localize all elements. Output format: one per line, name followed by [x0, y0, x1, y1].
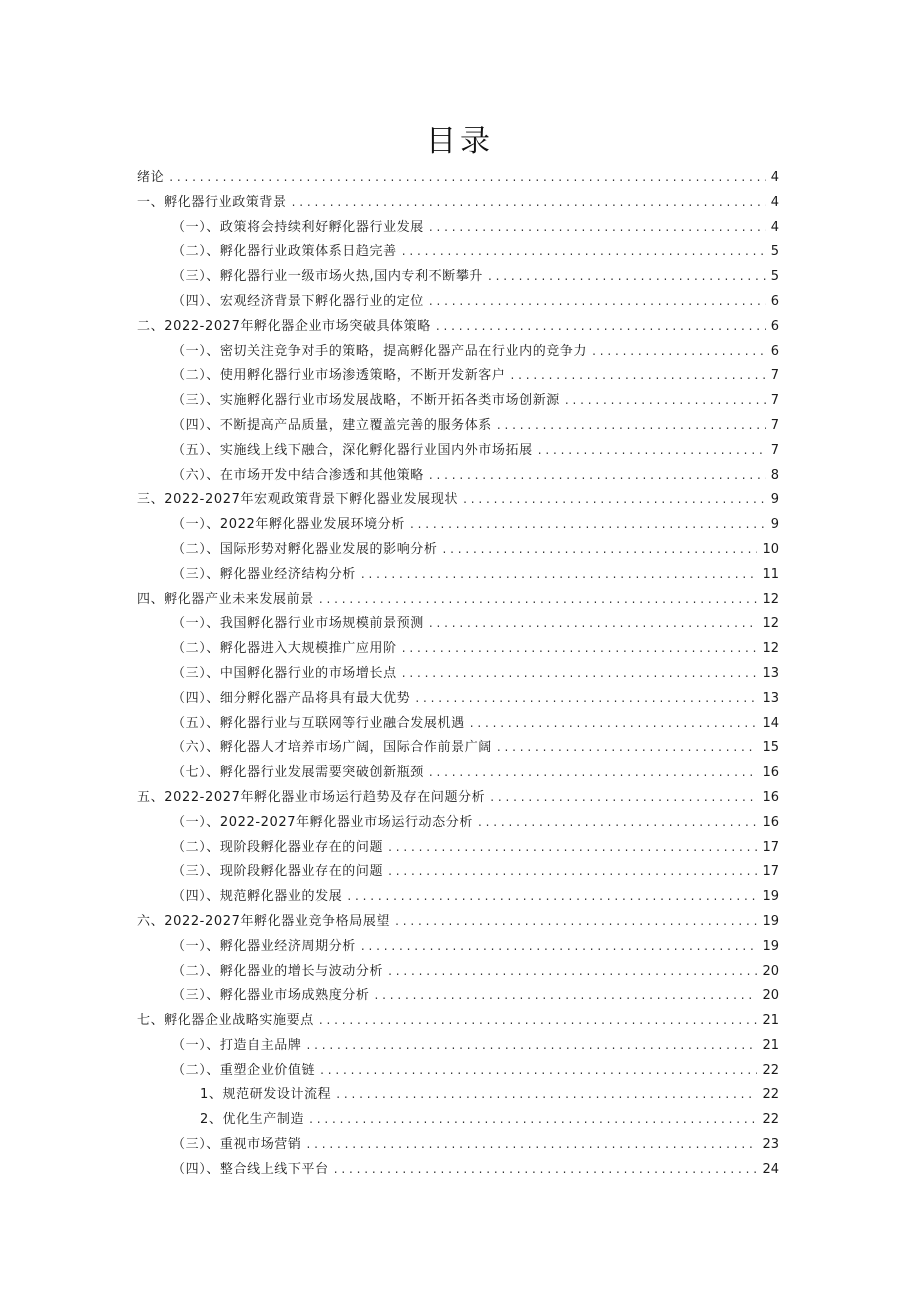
toc-entry-page-number: 13	[762, 665, 779, 681]
toc-entry-label: （四）、不断提高产品质量，建立覆盖完善的服务体系	[172, 417, 492, 433]
toc-entry[interactable]	[137, 983, 779, 1008]
toc-entry-label: （三）、孵化器行业一级市场火热,国内专利不断攀升	[172, 269, 484, 285]
toc-entry[interactable]	[137, 463, 779, 488]
toc-entry-label: （二）、使用孵化器行业市场渗透策略，不断开发新客户	[172, 368, 506, 384]
toc-entry[interactable]	[137, 1008, 779, 1033]
toc-dot-leader	[361, 562, 758, 587]
toc-entry-page-number: 12	[762, 616, 779, 632]
toc-entry-label: （五）、实施线上线下融合，深化孵化器行业国内外市场拓展	[172, 442, 533, 458]
toc-dot-leader	[497, 735, 758, 760]
toc-dot-leader	[334, 1157, 758, 1182]
toc-dot-leader	[375, 983, 758, 1008]
toc-entry-page-number: 21	[762, 1037, 779, 1053]
toc-entry[interactable]	[137, 512, 779, 537]
toc-entry-page-number: 22	[762, 1112, 779, 1128]
toc-dot-leader	[361, 934, 758, 959]
toc-entry-label: 1、规范研发设计流程	[200, 1087, 332, 1103]
toc-entry-page-number: 14	[762, 715, 779, 731]
toc-dot-leader	[463, 487, 766, 512]
toc-entry[interactable]	[137, 289, 779, 314]
toc-entry-label: （四）、宏观经济背景下孵化器行业的定位	[172, 293, 424, 309]
toc-entry[interactable]	[137, 735, 779, 760]
toc-entry[interactable]	[137, 487, 779, 512]
toc-entry-page-number: 16	[762, 814, 779, 830]
toc-entry-label: 二、2022-2027年孵化器企业市场突破具体策略	[137, 318, 431, 334]
toc-entry[interactable]	[137, 215, 779, 240]
toc-dot-leader	[429, 463, 766, 488]
toc-entry-page-number: 7	[770, 368, 779, 384]
toc-entry-label: （三）、孵化器业经济结构分析	[172, 566, 356, 582]
toc-entry-page-number: 15	[762, 740, 779, 756]
toc-entry[interactable]	[137, 1132, 779, 1157]
toc-entry[interactable]	[137, 1082, 779, 1107]
toc-entry-page-number: 5	[770, 244, 779, 260]
toc-dot-leader	[402, 239, 766, 264]
toc-entry-label: （七）、孵化器行业发展需要突破创新瓶颈	[172, 765, 424, 781]
toc-entry-label: 六、2022-2027年孵化器业竞争格局展望	[137, 913, 391, 929]
toc-dot-leader	[388, 835, 757, 860]
toc-entry-label: （三）、重视市场营销	[172, 1137, 302, 1153]
toc-entry-page-number: 16	[762, 765, 779, 781]
page-title: 目录	[426, 124, 494, 159]
toc-entry-label: （四）、整合线上线下平台	[172, 1161, 329, 1177]
toc-entry[interactable]	[137, 165, 779, 190]
toc-entry[interactable]	[137, 239, 779, 264]
toc-entry-page-number: 19	[762, 889, 779, 905]
toc-entry[interactable]	[137, 190, 779, 215]
toc-entry-label: （六）、在市场开发中结合渗透和其他策略	[172, 467, 424, 483]
toc-entry-page-number: 7	[770, 393, 779, 409]
toc-entry-page-number: 6	[770, 343, 779, 359]
toc-entry-label: （二）、国际形势对孵化器业发展的影响分析	[172, 541, 438, 557]
toc-entry-page-number: 9	[770, 492, 779, 508]
toc-entry-page-number: 16	[762, 789, 779, 805]
toc-entry-label: （二）、孵化器业的增长与波动分析	[172, 963, 384, 979]
toc-dot-leader	[470, 711, 758, 736]
toc-entry[interactable]	[137, 859, 779, 884]
toc-dot-leader	[592, 339, 766, 364]
toc-entry[interactable]	[137, 909, 779, 934]
toc-dot-leader	[319, 1008, 758, 1033]
toc-entry[interactable]	[137, 661, 779, 686]
toc-entry[interactable]	[137, 1107, 779, 1132]
toc-entry-page-number: 19	[762, 938, 779, 954]
toc-entry-label: （一）、打造自主品牌	[172, 1037, 302, 1053]
toc-entry-label: （三）、实施孵化器行业市场发展战略，不断开拓各类市场创新源	[172, 393, 560, 409]
toc-entry-label: 四、孵化器产业未来发展前景	[137, 591, 314, 607]
toc-entry-page-number: 4	[770, 194, 779, 210]
toc-dot-leader	[319, 587, 758, 612]
toc-entry[interactable]	[137, 611, 779, 636]
toc-entry-page-number: 13	[762, 690, 779, 706]
toc-entry[interactable]	[137, 314, 779, 339]
toc-dot-leader	[488, 264, 766, 289]
toc-entry-page-number: 7	[770, 442, 779, 458]
toc-dot-leader	[490, 785, 757, 810]
toc-entry-label: （一）、2022年孵化器业发展环境分析	[172, 517, 405, 533]
toc-entry-page-number: 21	[762, 1013, 779, 1029]
toc-entry-label: （一）、我国孵化器行业市场规模前景预测	[172, 616, 424, 632]
toc-entry-page-number: 12	[762, 591, 779, 607]
toc-entry[interactable]	[137, 959, 779, 984]
toc-entry[interactable]	[137, 711, 779, 736]
toc-entry[interactable]	[137, 1157, 779, 1182]
toc-dot-leader	[415, 686, 757, 711]
toc-dot-leader	[429, 760, 758, 785]
toc-dot-leader	[307, 1132, 758, 1157]
table-of-contents	[137, 165, 779, 1182]
toc-dot-leader	[410, 512, 766, 537]
toc-entry-label: （四）、规范孵化器业的发展	[172, 889, 343, 905]
toc-entry[interactable]	[137, 636, 779, 661]
toc-entry-label: （四）、细分孵化器产品将具有最大优势	[172, 690, 411, 706]
toc-entry[interactable]	[137, 264, 779, 289]
toc-entry-page-number: 5	[770, 269, 779, 285]
toc-entry-label: （六）、孵化器人才培养市场广阔，国际合作前景广阔	[172, 740, 492, 756]
toc-dot-leader	[402, 636, 758, 661]
toc-entry-page-number: 10	[762, 541, 779, 557]
toc-entry-page-number: 17	[762, 864, 779, 880]
toc-dot-leader	[320, 1058, 757, 1083]
toc-dot-leader	[538, 438, 766, 463]
toc-dot-leader	[429, 215, 766, 240]
toc-dot-leader	[478, 810, 757, 835]
toc-entry-page-number: 23	[762, 1137, 779, 1153]
toc-dot-leader	[347, 884, 757, 909]
toc-entry-label: 一、孵化器行业政策背景	[137, 194, 287, 210]
toc-entry[interactable]	[137, 363, 779, 388]
toc-entry-page-number: 4	[770, 219, 779, 235]
toc-entry[interactable]	[137, 785, 779, 810]
toc-entry-page-number: 22	[762, 1062, 779, 1078]
toc-entry-label: 三、2022-2027年宏观政策背景下孵化器业发展现状	[137, 492, 459, 508]
toc-entry-label: （二）、现阶段孵化器业存在的问题	[172, 839, 384, 855]
toc-dot-leader	[565, 388, 766, 413]
toc-dot-leader	[497, 413, 766, 438]
toc-entry[interactable]	[137, 835, 779, 860]
toc-entry-label: 五、2022-2027年孵化器业市场运行趋势及存在问题分析	[137, 789, 486, 805]
toc-entry[interactable]	[137, 686, 779, 711]
toc-entry-page-number: 17	[762, 839, 779, 855]
toc-entry[interactable]	[137, 587, 779, 612]
toc-dot-leader	[429, 611, 758, 636]
toc-entry-label: （二）、孵化器行业政策体系日趋完善	[172, 244, 397, 260]
toc-entry[interactable]	[137, 760, 779, 785]
toc-entry[interactable]	[137, 934, 779, 959]
toc-entry-page-number: 6	[770, 293, 779, 309]
toc-entry-page-number: 4	[770, 170, 779, 185]
toc-dot-leader	[307, 1033, 758, 1058]
toc-dot-leader	[402, 661, 758, 686]
toc-entry-label: （一）、密切关注竞争对手的策略，提高孵化器产品在行业内的竞争力	[172, 343, 588, 359]
toc-dot-leader	[443, 537, 758, 562]
toc-entry[interactable]	[137, 810, 779, 835]
toc-entry-page-number: 24	[762, 1161, 779, 1177]
toc-entry-page-number: 9	[770, 517, 779, 533]
toc-entry-label: （三）、中国孵化器行业的市场增长点	[172, 665, 397, 681]
toc-dot-leader	[309, 1107, 757, 1132]
toc-entry-page-number: 7	[770, 417, 779, 433]
toc-entry[interactable]	[137, 413, 779, 438]
toc-entry-page-number: 6	[770, 318, 779, 334]
toc-entry-page-number: 12	[762, 641, 779, 657]
toc-dot-leader	[436, 314, 766, 339]
toc-entry[interactable]	[137, 884, 779, 909]
toc-entry[interactable]	[137, 537, 779, 562]
toc-dot-leader	[511, 363, 766, 388]
toc-entry-label: 绪论	[137, 170, 165, 185]
toc-entry-label: （一）、孵化器业经济周期分析	[172, 938, 356, 954]
toc-entry[interactable]	[137, 339, 779, 364]
toc-entry[interactable]	[137, 438, 779, 463]
toc-dot-leader	[169, 165, 766, 190]
toc-entry-label: （一）、2022-2027年孵化器业市场运行动态分析	[172, 814, 473, 830]
toc-entry-label: 2、优化生产制造	[200, 1112, 305, 1128]
toc-entry-page-number: 20	[762, 963, 779, 979]
toc-dot-leader	[388, 859, 757, 884]
toc-entry-label: （三）、现阶段孵化器业存在的问题	[172, 864, 384, 880]
toc-entry-label: （一）、政策将会持续利好孵化器行业发展	[172, 219, 424, 235]
toc-dot-leader	[388, 959, 757, 984]
toc-entry-page-number: 11	[762, 566, 779, 582]
toc-entry[interactable]	[137, 1058, 779, 1083]
toc-entry-page-number: 19	[762, 913, 779, 929]
toc-entry-page-number: 8	[770, 467, 779, 483]
toc-dot-leader	[336, 1082, 757, 1107]
toc-dot-leader	[395, 909, 757, 934]
toc-entry[interactable]	[137, 1033, 779, 1058]
toc-entry-label: （三）、孵化器业市场成熟度分析	[172, 988, 370, 1004]
toc-entry-label: （五）、孵化器行业与互联网等行业融合发展机遇	[172, 715, 465, 731]
toc-entry-page-number: 22	[762, 1087, 779, 1103]
toc-entry[interactable]	[137, 388, 779, 413]
toc-dot-leader	[292, 190, 766, 215]
toc-entry-label: 七、孵化器企业战略实施要点	[137, 1013, 314, 1029]
toc-entry[interactable]	[137, 562, 779, 587]
toc-dot-leader	[429, 289, 766, 314]
toc-entry-label: （二）、重塑企业价值链	[172, 1062, 316, 1078]
toc-entry-page-number: 20	[762, 988, 779, 1004]
toc-entry-label: （二）、孵化器进入大规模推广应用阶	[172, 641, 397, 657]
